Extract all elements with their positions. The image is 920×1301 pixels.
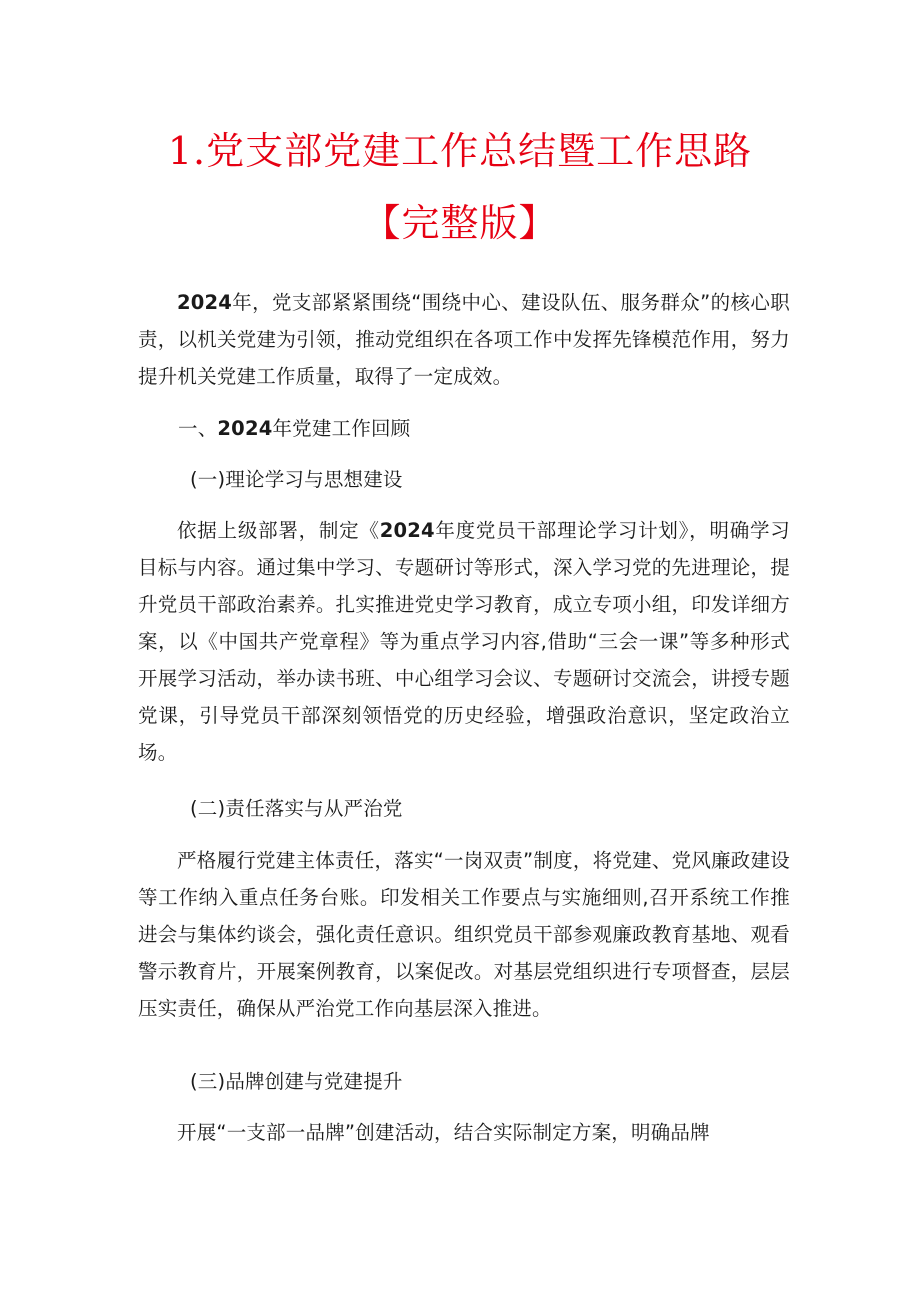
sub2-heading: (二)责任落实与从严治党 <box>190 797 403 820</box>
sub2-text: 严格履行党建主体责任，落实“一岗双责”制度，将党建、党风廉政建设等工作纳入重点任务台账。印发相关工作要点与实施细则,召开系统工作推进会与集体约谈会，强化责任意识。组织党员干部参观廉政教育基地、观看警示教育片，开展案例教育，以案促改。对基层党组织进行专项督查，层层压实责任，确保从严治党工作向基层深入推进。 <box>138 849 790 1020</box>
section1-heading <box>138 410 790 447</box>
sub3-heading: (三)品牌创建与党建提升 <box>190 1070 403 1093</box>
section1-prefix: 一、 <box>178 417 218 440</box>
sub1-year: 2024 <box>379 519 435 542</box>
section1-suffix: 年党建工作回顾 <box>272 417 411 440</box>
document-title-line1: 1.党支部党建工作总结暨工作思路 <box>167 129 753 173</box>
sub1-text-before: 依据上级部署，制定《 <box>177 519 380 542</box>
sub3-text: 开展“一支部一品牌”创建活动，结合实际制定方案，明确品牌 <box>177 1121 710 1144</box>
intro-year: 2024 <box>177 291 233 314</box>
sub1-heading-block <box>138 461 790 498</box>
sub1-paragraph <box>138 512 790 771</box>
sub3-paragraph <box>138 1114 790 1151</box>
section1-year: 2024 <box>217 417 273 440</box>
intro-text: 年，党支部紧紧围绕“围绕中心、建设队伍、服务群众”的核心职责，以机关党建为引领，推动党组织在各项工作中发挥先锋模范作用，努力提升机关党建工作质量，取得了一定成效。 <box>138 291 790 388</box>
document-title-line2: 【完整版】 <box>362 201 558 245</box>
intro-paragraph <box>138 284 790 395</box>
sub2-paragraph <box>138 842 790 1027</box>
sub3-heading-block <box>138 1063 790 1100</box>
sub2-heading-block <box>138 790 790 827</box>
sub1-text-after: 年度党员干部理论学习计划》，明确学习目标与内容。通过集中学习、专题研讨等形式，深入学习党的先进理论，提升党员干部政治素养。扎实推进党史学习教育，成立专项小组，印发详细方案，以《中国共产党章程》等为重点学习内容,借助“三会一课”等多种形式开展学习活动，举办读书班、中心组学习会议、专题研讨交流会，讲授专题党课，引导党员干部深刻领悟党的历史经验，增强政治意识，坚定政治立场。 <box>138 519 790 764</box>
sub1-heading: (一)理论学习与思想建设 <box>190 468 403 491</box>
